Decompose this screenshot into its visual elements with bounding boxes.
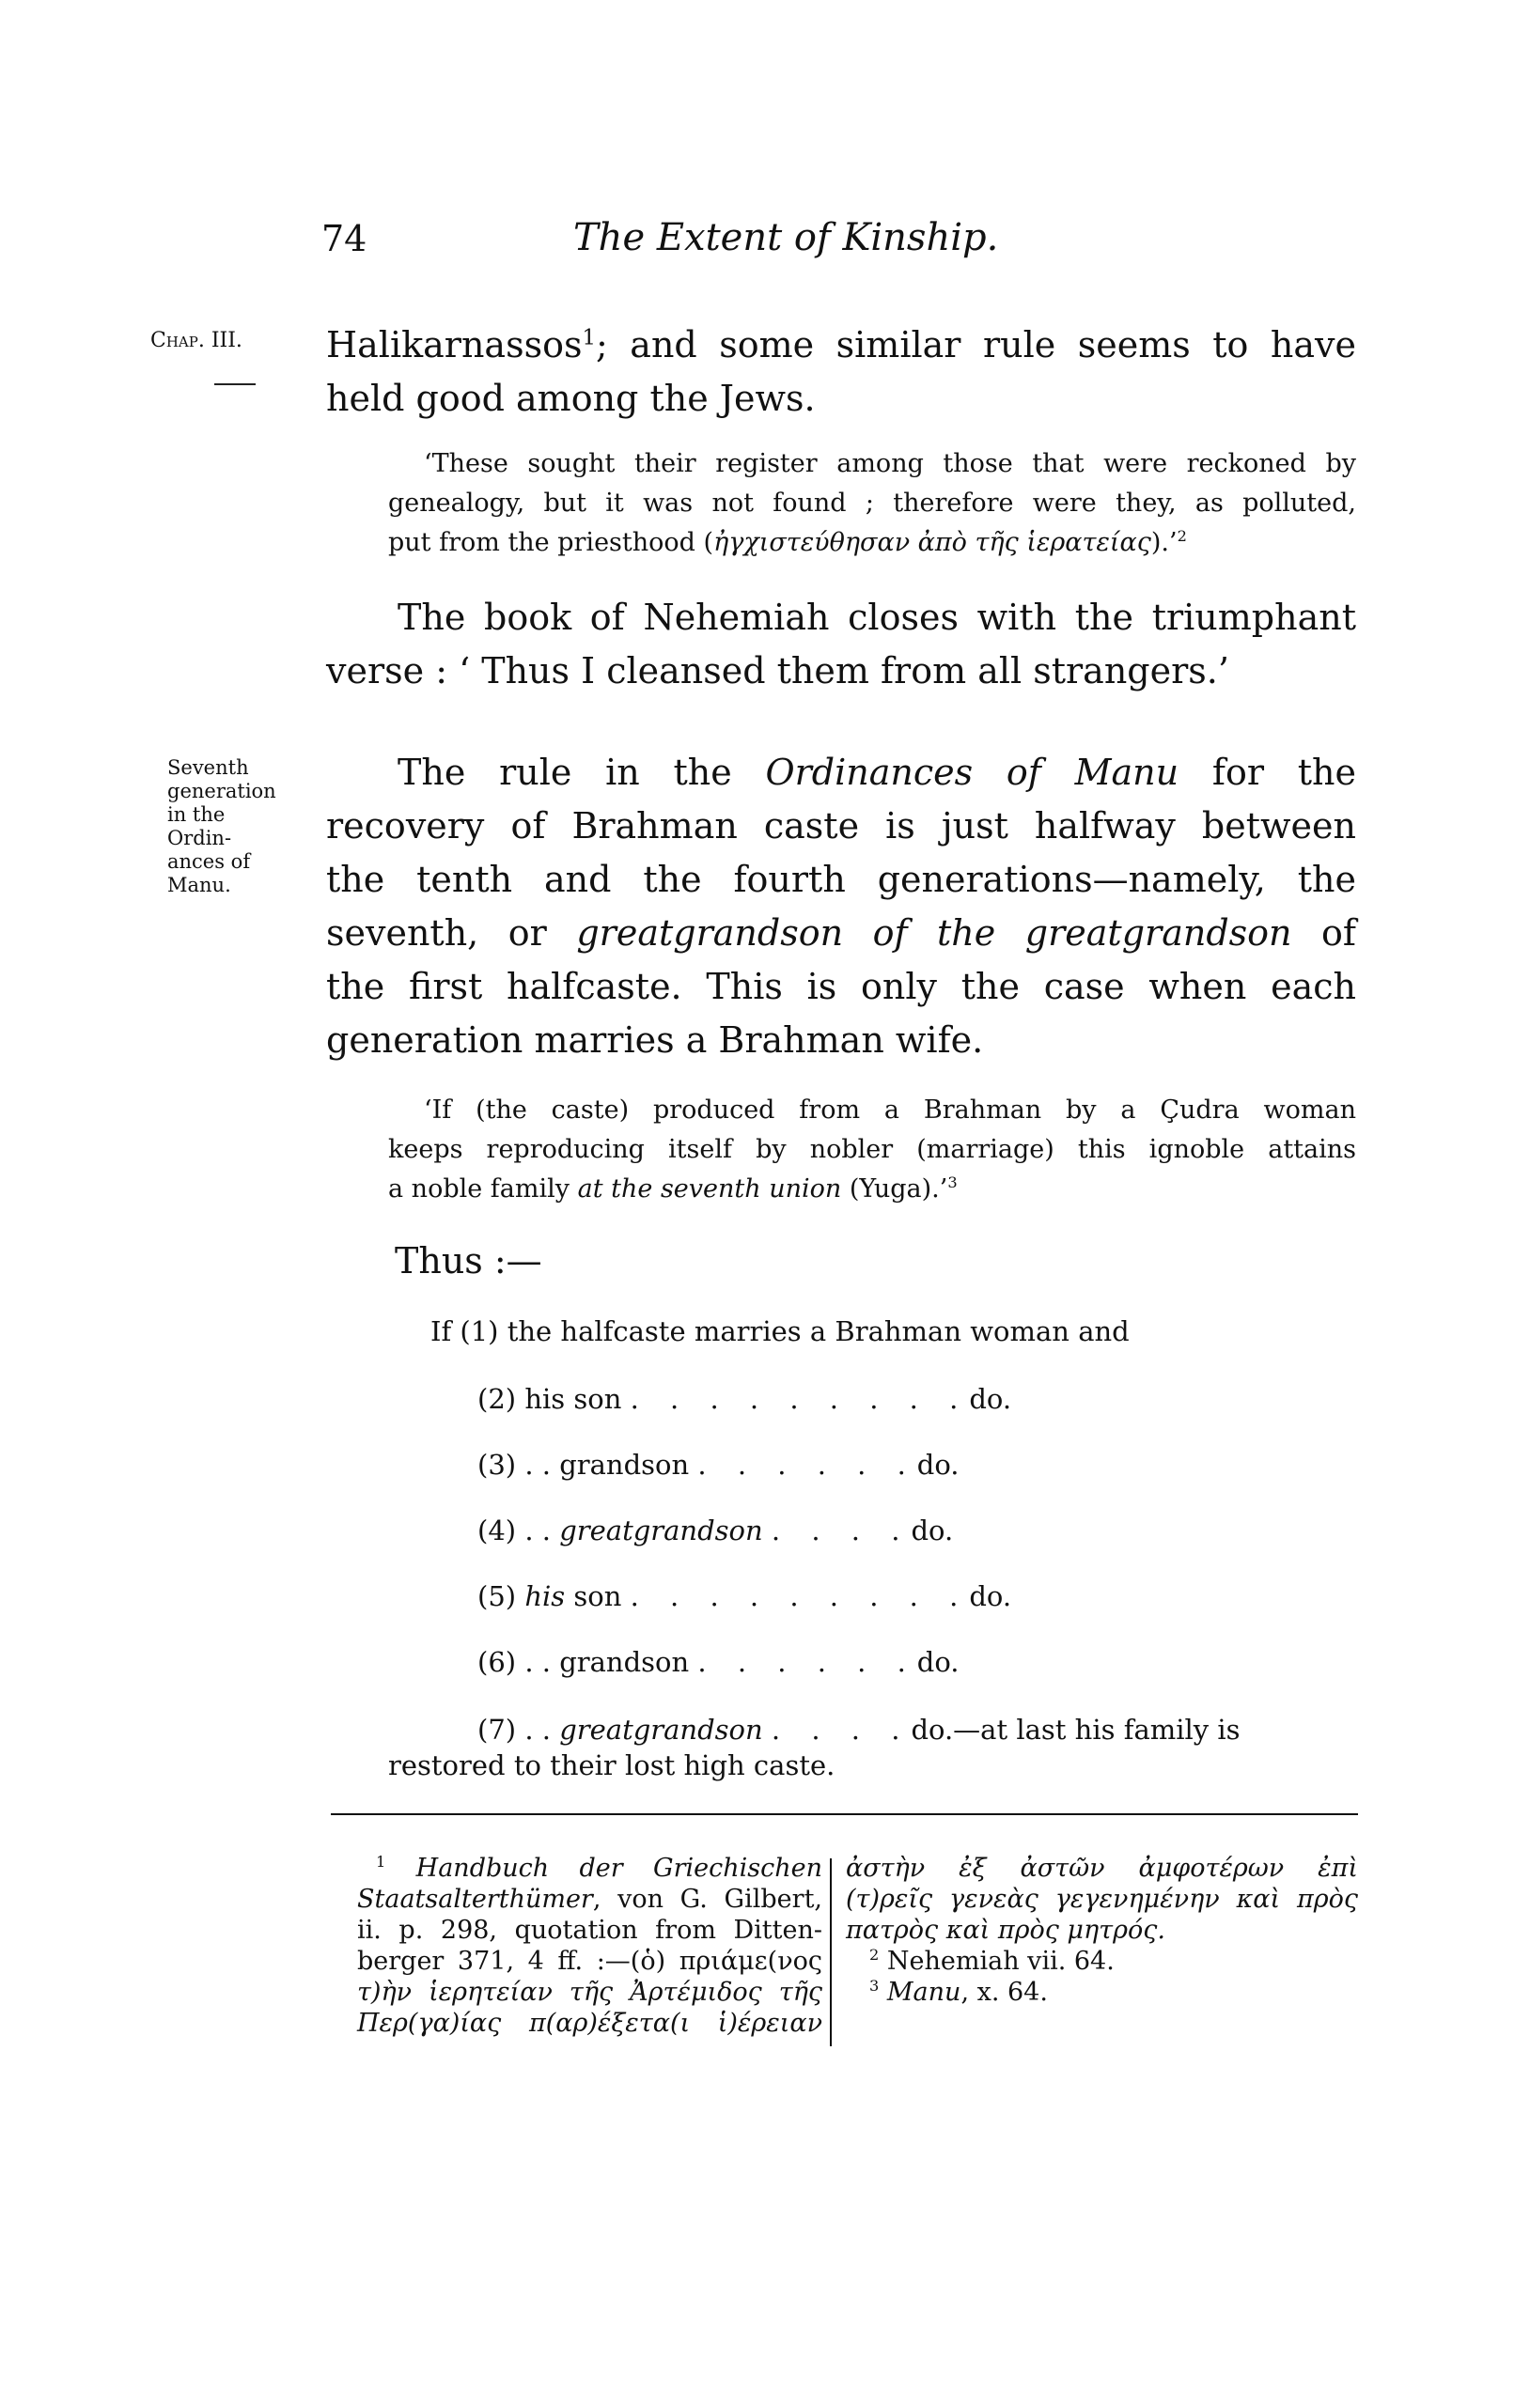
quote-2-line-1: ‘If (the caste) produced from a Brahman by a Çudra woman xyxy=(424,1095,1356,1125)
quote-1-line-1: ‘These sought their register among those that were reckoned by xyxy=(424,449,1356,478)
paragraph-3-line-4: seventh, or greatgrandson of the greatgrandson of xyxy=(326,912,1356,954)
paragraph-2-line-2: verse : ‘ Thus I cleansed them from all strangers.’ xyxy=(326,650,1229,691)
running-title: The Extent of Kinship. xyxy=(573,216,999,259)
generation-intro: If (1) the halfcaste marries a Brahman woman and xyxy=(430,1315,1130,1347)
footnote-ref-3[interactable]: 3 xyxy=(947,1173,958,1191)
margin-note-seventh-generation: Seventh generation in the Ordin- ances of Manu. xyxy=(167,756,276,896)
page-number: 74 xyxy=(321,218,367,259)
footnote-1-cont-line-1: ἀστὴν ἐξ ἀστῶν ἀμφοτέρων ἐπὶ xyxy=(846,1854,1358,1883)
paragraph-1-line-2: held good among the Jews. xyxy=(326,378,816,419)
generation-item-2: (2) his son . . . . . . . . .do. xyxy=(477,1383,1012,1415)
generation-item-5: (5) his son . . . . . . . . .do. xyxy=(477,1580,1012,1612)
chapter-marker: Chap. III. xyxy=(150,329,242,352)
generation-closing: restored to their lost high caste. xyxy=(388,1749,835,1781)
paragraph-1-line-1: Halikarnassos$^1$; and some similar rule seems to have xyxy=(326,324,1356,365)
generation-item-4: (4) . . greatgrandson . . . .do. xyxy=(477,1515,954,1546)
footnote-1-line-4: berger 371, 4 ff. :—(ὁ) πριάμε(νος xyxy=(357,1947,822,1976)
paragraph-2-line-1: The book of Nehemiah closes with the triumphant xyxy=(398,597,1356,638)
footnote-1-line-5: τ)ὴν ἱερητείαν τῆς Ἀρτέμιδος τῆς xyxy=(357,1978,822,2007)
footnote-ref-2[interactable]: 2 xyxy=(1177,527,1187,545)
footnote-1-line-6: Περ(γα)ίας π(αρ)έξετα(ι ἱ)έρειαν xyxy=(357,2009,822,2038)
footnote-column-divider xyxy=(830,1858,832,2046)
generation-item-6: (6) . . grandson . . . . . .do. xyxy=(477,1646,960,1678)
generation-item-7: (7) . . greatgrandson . . . .do.—at last his family is xyxy=(477,1714,1241,1746)
thus-heading: Thus :— xyxy=(395,1240,542,1282)
paragraph-3-line-2: recovery of Brahman caste is just halfway between xyxy=(326,805,1356,847)
paragraph-3-line-1: The rule in the Ordinances of Manu for the xyxy=(398,752,1356,793)
footnote-3: $^3$ Manu, x. 64. xyxy=(869,1977,1048,2007)
paragraph-3-line-5: the first halfcaste. This is only the case when each xyxy=(326,966,1356,1007)
quote-1-line-3: put from the priesthood (ἠγχιστεύθησαν ἀπὸ τῆς ἱερατείας).’$^2$ xyxy=(388,527,1187,557)
quote-2-line-2: keeps reproducing itself by nobler (marriage) this ignoble attains xyxy=(388,1135,1356,1164)
paragraph-3-line-3: the tenth and the fourth generations—namely, the xyxy=(326,859,1356,900)
quote-2-line-3: a noble family at the seventh union (Yuga).’$^3$ xyxy=(388,1173,958,1204)
footnote-1-line-1: $^1$ Handbuch der Griechischen xyxy=(376,1853,822,1883)
footnote-1-line-2: Staatsalterthümer, von G. Gilbert, xyxy=(357,1885,822,1914)
generation-item-3: (3) . . grandson . . . . . .do. xyxy=(477,1449,960,1481)
greek-phrase: ἠγχιστεύθησαν ἀπὸ τῆς ἱερατείας xyxy=(713,528,1151,557)
footnote-2: $^2$ Nehemiah vii. 64. xyxy=(869,1946,1115,1976)
footnote-1-cont-line-2: (τ)ρεῖς γενεὰς γεγενημένην καὶ πρὸς xyxy=(846,1885,1358,1914)
footnote-1-cont-line-3: πατρὸς καὶ πρὸς μητρός. xyxy=(846,1916,1165,1945)
quote-1-line-2: genealogy, but it was not found ; therefore were they, as polluted, xyxy=(388,489,1356,518)
footnote-1-line-3: ii. p. 298, quotation from Ditten- xyxy=(357,1916,822,1945)
footnote-ref-1[interactable]: 1 xyxy=(582,325,596,350)
paragraph-3-line-6: generation marries a Brahman wife. xyxy=(326,1019,984,1061)
chapter-dash-divider xyxy=(214,383,256,385)
footnote-rule xyxy=(331,1813,1358,1815)
